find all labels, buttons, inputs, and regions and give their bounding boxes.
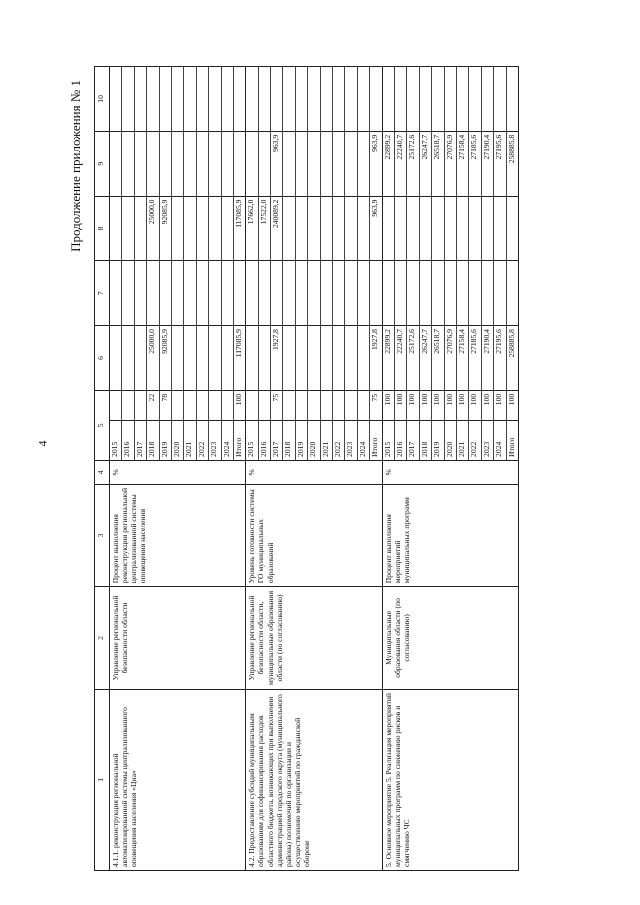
year-line: 2022 bbox=[333, 421, 345, 460]
year-line bbox=[320, 67, 332, 131]
year-line bbox=[122, 390, 134, 419]
year-line: Итого bbox=[506, 437, 515, 457]
year-line: 22240,7 bbox=[394, 326, 406, 390]
local-funding-cell bbox=[382, 131, 518, 196]
year-line bbox=[419, 261, 431, 325]
year-line bbox=[469, 196, 481, 260]
year-line bbox=[333, 326, 345, 390]
year-line: 2022 bbox=[469, 421, 481, 460]
years-cell bbox=[245, 420, 381, 460]
year-line: 2017 bbox=[271, 421, 283, 460]
year-line bbox=[221, 196, 233, 260]
year-line: 78 bbox=[159, 390, 171, 419]
year-line bbox=[370, 261, 381, 325]
year-line: 2016 bbox=[122, 421, 134, 460]
year-line bbox=[494, 261, 506, 325]
year-line: 963,9 bbox=[271, 131, 283, 195]
year-line bbox=[209, 196, 221, 260]
year-line bbox=[258, 261, 270, 325]
year-line: 22899,2 bbox=[382, 131, 394, 195]
year-line: 1927,8 bbox=[271, 326, 283, 390]
total-funding-cell bbox=[382, 325, 518, 390]
col-header-2: 2 bbox=[94, 586, 109, 689]
year-line bbox=[419, 67, 431, 131]
year-line: 2024 bbox=[357, 421, 369, 460]
year-line: 2022 bbox=[196, 421, 208, 460]
federal-funding-cell bbox=[382, 260, 518, 325]
year-line: 2020 bbox=[171, 421, 183, 460]
year-line bbox=[382, 196, 394, 260]
year-line bbox=[333, 67, 345, 131]
year-line bbox=[246, 131, 258, 195]
year-line: 117085,9 bbox=[233, 199, 243, 228]
federal-funding-cell bbox=[109, 260, 245, 325]
year-line bbox=[407, 67, 419, 131]
year-line bbox=[357, 261, 369, 325]
year-line bbox=[456, 196, 468, 260]
year-line bbox=[345, 261, 357, 325]
year-line: 963,9 bbox=[369, 199, 379, 217]
year-line: 27185,6 bbox=[469, 326, 481, 390]
unit-cell: % bbox=[382, 460, 518, 484]
year-line bbox=[246, 261, 258, 325]
year-line bbox=[283, 261, 295, 325]
year-line bbox=[147, 131, 159, 195]
year-line bbox=[481, 196, 493, 260]
year-line: 26518,7 bbox=[432, 131, 444, 195]
year-line: 27158,4 bbox=[456, 326, 468, 390]
col-header-4: 4 bbox=[94, 460, 109, 484]
local-funding-cell bbox=[109, 131, 245, 196]
other-funding-cell bbox=[109, 66, 245, 131]
year-line bbox=[171, 67, 183, 131]
year-line: 100 bbox=[407, 390, 419, 419]
header-row bbox=[94, 66, 109, 870]
year-line: 2016 bbox=[258, 421, 270, 460]
regional-funding-cell bbox=[245, 196, 381, 261]
unit-cell: % bbox=[109, 460, 245, 484]
year-line bbox=[122, 131, 134, 195]
year-line: 75 bbox=[369, 393, 379, 401]
year-line bbox=[394, 67, 406, 131]
year-line bbox=[419, 196, 431, 260]
year-line: 2015 bbox=[246, 421, 258, 460]
year-line: 258885,8 bbox=[506, 134, 515, 163]
year-line bbox=[432, 67, 444, 131]
year-line bbox=[370, 67, 381, 131]
year-line: 25000,0 bbox=[147, 326, 159, 390]
col-header-1: 1 bbox=[94, 689, 109, 870]
year-line: 100 bbox=[394, 390, 406, 419]
year-line bbox=[494, 196, 506, 260]
year-line bbox=[320, 196, 332, 260]
activity-name-cell: 4.2. Предоставление субсидий муниципальным образованиям для софинансирования расходов областного бюджета, возникающих при выполнении администрацией городского округа (муниципального района) полномочий по организации и осуществлению мероприятий по гражданской обороне bbox=[245, 689, 381, 870]
year-line bbox=[147, 67, 159, 131]
year-line bbox=[320, 390, 332, 419]
year-line: 2016 bbox=[394, 421, 406, 460]
year-line: 100 bbox=[419, 390, 431, 419]
year-line bbox=[308, 390, 320, 419]
year-line: 25000,0 bbox=[147, 196, 159, 260]
year-line: 100 bbox=[469, 390, 481, 419]
year-line: 100 bbox=[444, 390, 456, 419]
year-line: 2023 bbox=[345, 421, 357, 460]
year-line: 2023 bbox=[481, 421, 493, 460]
year-line bbox=[209, 390, 221, 419]
year-line bbox=[221, 326, 233, 390]
year-line: 963,9 bbox=[369, 134, 379, 152]
year-line: 27195,6 bbox=[494, 326, 506, 390]
program-table bbox=[94, 66, 519, 871]
year-line: 258885,8 bbox=[506, 328, 515, 358]
year-line: 17662,0 bbox=[246, 196, 258, 260]
year-line bbox=[506, 261, 517, 325]
total-funding-cell bbox=[109, 325, 245, 390]
year-line bbox=[357, 67, 369, 131]
indicator-cell: Процент выполнения мероприятий муниципальных программ bbox=[382, 484, 518, 587]
year-line bbox=[184, 131, 196, 195]
year-line: 27185,6 bbox=[469, 131, 481, 195]
year-line bbox=[506, 67, 517, 131]
year-line: 2024 bbox=[221, 421, 233, 460]
year-line bbox=[196, 326, 208, 390]
year-line bbox=[134, 67, 146, 131]
year-line bbox=[456, 67, 468, 131]
year-line bbox=[233, 67, 244, 131]
year-line bbox=[196, 390, 208, 419]
col-header-9: 9 bbox=[94, 131, 109, 196]
year-line bbox=[320, 261, 332, 325]
year-line bbox=[110, 261, 122, 325]
year-line bbox=[122, 67, 134, 131]
year-line: 25172,6 bbox=[407, 326, 419, 390]
year-line: Итого bbox=[233, 437, 243, 457]
year-line bbox=[320, 131, 332, 195]
year-line bbox=[110, 390, 122, 419]
year-line bbox=[122, 261, 134, 325]
year-line bbox=[159, 131, 171, 195]
year-line bbox=[134, 196, 146, 260]
table-row bbox=[245, 66, 381, 870]
rotated-page bbox=[67, 66, 591, 871]
activity-name-cell: 5. Основное мероприятие 5. Реализация мероприятий муниципальных программ по снижению рисков и смягчению ЧС bbox=[382, 689, 518, 870]
year-line: 2019 bbox=[295, 421, 307, 460]
year-line bbox=[184, 67, 196, 131]
year-line bbox=[308, 326, 320, 390]
year-line bbox=[308, 67, 320, 131]
year-line: 2019 bbox=[432, 421, 444, 460]
year-line: 2017 bbox=[407, 421, 419, 460]
year-line bbox=[147, 261, 159, 325]
year-line: 26247,7 bbox=[419, 326, 431, 390]
year-line bbox=[481, 261, 493, 325]
year-line bbox=[134, 131, 146, 195]
year-line bbox=[122, 326, 134, 390]
year-line bbox=[271, 261, 283, 325]
other-funding-cell bbox=[382, 66, 518, 131]
indicator-value-cell bbox=[109, 390, 245, 420]
year-line: 27190,4 bbox=[481, 131, 493, 195]
year-line bbox=[110, 196, 122, 260]
year-line: 100 bbox=[494, 390, 506, 419]
year-line bbox=[357, 326, 369, 390]
year-line bbox=[283, 326, 295, 390]
year-line bbox=[159, 67, 171, 131]
year-line bbox=[295, 67, 307, 131]
col-header-3: 3 bbox=[94, 484, 109, 587]
year-line bbox=[184, 196, 196, 260]
indicator-value-cell bbox=[245, 390, 381, 420]
year-line bbox=[506, 196, 517, 260]
year-line bbox=[345, 326, 357, 390]
year-line: 22 bbox=[147, 390, 159, 419]
year-line: 75 bbox=[271, 390, 283, 419]
page-number: 4 bbox=[35, 440, 50, 447]
year-line bbox=[444, 261, 456, 325]
year-line bbox=[394, 261, 406, 325]
appendix-caption: Продолжение приложения № 1 bbox=[67, 79, 83, 252]
year-line bbox=[283, 196, 295, 260]
year-line: 2018 bbox=[419, 421, 431, 460]
year-line bbox=[283, 390, 295, 419]
year-line bbox=[283, 67, 295, 131]
year-line bbox=[171, 131, 183, 195]
year-line bbox=[481, 67, 493, 131]
year-line: 17522,0 bbox=[258, 196, 270, 260]
year-line bbox=[196, 261, 208, 325]
year-line bbox=[110, 131, 122, 195]
year-line: 27076,9 bbox=[444, 326, 456, 390]
year-line: 100 bbox=[233, 393, 243, 405]
year-line: 2020 bbox=[444, 421, 456, 460]
year-line: 100 bbox=[456, 390, 468, 419]
year-line bbox=[184, 261, 196, 325]
year-line: 100 bbox=[506, 393, 515, 405]
year-line bbox=[357, 131, 369, 195]
year-line bbox=[444, 67, 456, 131]
year-line: 27076,9 bbox=[444, 131, 456, 195]
year-line bbox=[295, 196, 307, 260]
year-line bbox=[196, 196, 208, 260]
year-line bbox=[308, 261, 320, 325]
year-line: 100 bbox=[382, 390, 394, 419]
years-cell bbox=[382, 420, 518, 460]
year-line: 2021 bbox=[184, 421, 196, 460]
year-line: 27190,4 bbox=[481, 326, 493, 390]
year-line bbox=[333, 131, 345, 195]
table-row bbox=[109, 66, 245, 870]
year-line bbox=[283, 131, 295, 195]
year-line bbox=[357, 196, 369, 260]
year-line bbox=[134, 390, 146, 419]
year-line: 2015 bbox=[110, 421, 122, 460]
year-line bbox=[357, 390, 369, 419]
year-line: 2018 bbox=[283, 421, 295, 460]
year-line: 2020 bbox=[308, 421, 320, 460]
year-line: 27158,4 bbox=[456, 131, 468, 195]
year-line: 117085,9 bbox=[233, 328, 243, 357]
year-line: 25172,6 bbox=[407, 131, 419, 195]
year-line: 100 bbox=[432, 390, 444, 419]
year-line: 2023 bbox=[209, 421, 221, 460]
year-line: 100 bbox=[481, 390, 493, 419]
executor-cell: Управление региональной безопасности области bbox=[109, 586, 245, 689]
year-line: 1927,8 bbox=[369, 328, 379, 350]
year-line bbox=[196, 131, 208, 195]
year-line bbox=[271, 67, 283, 131]
year-line bbox=[221, 131, 233, 195]
year-line bbox=[382, 261, 394, 325]
year-line bbox=[469, 261, 481, 325]
year-line: 2019 bbox=[159, 421, 171, 460]
year-line bbox=[333, 390, 345, 419]
year-line bbox=[258, 326, 270, 390]
year-line bbox=[110, 326, 122, 390]
year-line bbox=[456, 261, 468, 325]
year-line: 2017 bbox=[134, 421, 146, 460]
year-line: 22240,7 bbox=[394, 131, 406, 195]
year-line: Итого bbox=[369, 437, 379, 457]
year-line bbox=[209, 326, 221, 390]
year-line bbox=[345, 131, 357, 195]
total-funding-cell bbox=[245, 325, 381, 390]
year-line bbox=[233, 131, 244, 195]
year-line bbox=[171, 390, 183, 419]
col-header-5: 5 bbox=[94, 390, 109, 460]
year-line bbox=[209, 261, 221, 325]
unit-cell: % bbox=[245, 460, 381, 484]
year-line bbox=[134, 261, 146, 325]
year-line bbox=[320, 326, 332, 390]
year-line bbox=[295, 390, 307, 419]
local-funding-cell bbox=[245, 131, 381, 196]
other-funding-cell bbox=[245, 66, 381, 131]
col-header-6: 6 bbox=[94, 325, 109, 390]
year-line bbox=[246, 326, 258, 390]
indicator-cell: Уровень готовности системы ГО муниципальных образований bbox=[245, 484, 381, 587]
year-line bbox=[233, 261, 244, 325]
year-line bbox=[444, 196, 456, 260]
activity-name-cell: 4.1.1. реконструкция региональной автоматизированной системы централизованного оповещения населения «Цна» bbox=[109, 689, 245, 870]
year-line bbox=[184, 326, 196, 390]
year-line bbox=[333, 261, 345, 325]
year-line bbox=[122, 196, 134, 260]
year-line bbox=[295, 131, 307, 195]
year-line bbox=[295, 261, 307, 325]
executor-cell: Муниципальные образования области (по согласованию) bbox=[382, 586, 518, 689]
year-line bbox=[258, 67, 270, 131]
col-header-7: 7 bbox=[94, 260, 109, 325]
year-line bbox=[258, 390, 270, 419]
col-header-8: 8 bbox=[94, 196, 109, 261]
years-cell bbox=[109, 420, 245, 460]
year-line bbox=[246, 67, 258, 131]
year-line: 2018 bbox=[147, 421, 159, 460]
year-line bbox=[382, 67, 394, 131]
regional-funding-cell bbox=[109, 196, 245, 261]
indicator-value-cell bbox=[382, 390, 518, 420]
year-line bbox=[196, 67, 208, 131]
executor-cell: Управление региональной безопасности области, муниципальные образования области (по согласованию) bbox=[245, 586, 381, 689]
year-line: 2015 bbox=[382, 421, 394, 460]
indicator-cell: Процент выполнения реконструкции региональной централизованной системы оповещения населения bbox=[109, 484, 245, 587]
year-line bbox=[209, 131, 221, 195]
year-line bbox=[345, 390, 357, 419]
year-line bbox=[246, 390, 258, 419]
year-line bbox=[171, 261, 183, 325]
year-line: 26247,7 bbox=[419, 131, 431, 195]
federal-funding-cell bbox=[245, 260, 381, 325]
year-line bbox=[209, 67, 221, 131]
year-line bbox=[345, 196, 357, 260]
year-line bbox=[110, 67, 122, 131]
year-line: 2024 bbox=[494, 421, 506, 460]
year-line bbox=[171, 196, 183, 260]
year-line bbox=[134, 326, 146, 390]
year-line bbox=[295, 326, 307, 390]
year-line bbox=[184, 390, 196, 419]
year-line bbox=[258, 131, 270, 195]
year-line: 2021 bbox=[320, 421, 332, 460]
year-line bbox=[171, 326, 183, 390]
year-line bbox=[159, 261, 171, 325]
year-line bbox=[394, 196, 406, 260]
year-line: 26518,7 bbox=[432, 326, 444, 390]
year-line bbox=[469, 67, 481, 131]
year-line bbox=[407, 196, 419, 260]
year-line: 2021 bbox=[456, 421, 468, 460]
year-line: 22899,2 bbox=[382, 326, 394, 390]
year-line bbox=[221, 261, 233, 325]
table-row bbox=[382, 66, 518, 870]
year-line bbox=[221, 390, 233, 419]
year-line bbox=[221, 67, 233, 131]
year-line bbox=[345, 67, 357, 131]
year-line bbox=[308, 196, 320, 260]
year-line bbox=[494, 67, 506, 131]
year-line: 92085,9 bbox=[159, 196, 171, 260]
col-header-10: 10 bbox=[94, 66, 109, 131]
year-line bbox=[432, 261, 444, 325]
year-line bbox=[432, 196, 444, 260]
year-line bbox=[333, 196, 345, 260]
year-line: 92085,9 bbox=[159, 326, 171, 390]
regional-funding-cell bbox=[382, 196, 518, 261]
year-line: 240089,2 bbox=[271, 196, 283, 260]
year-line bbox=[308, 131, 320, 195]
year-line bbox=[407, 261, 419, 325]
year-line: 27195,6 bbox=[494, 131, 506, 195]
